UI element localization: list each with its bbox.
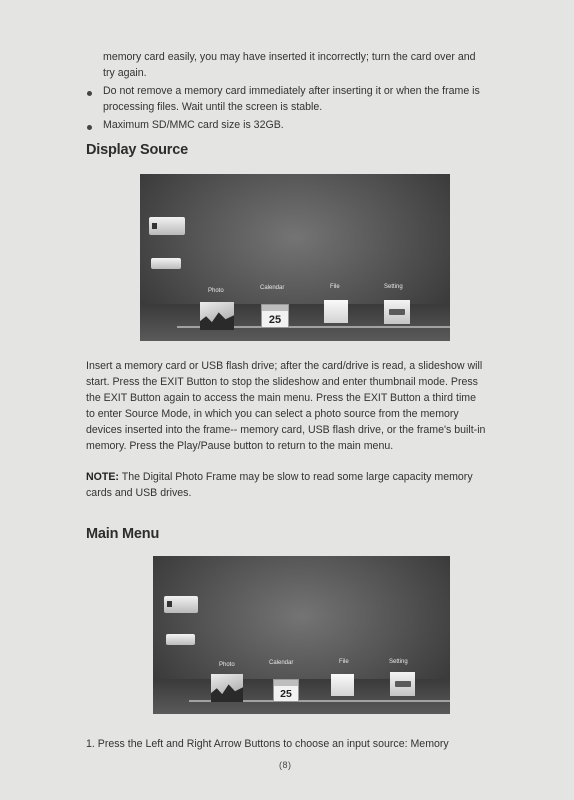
calendar-day: 25 (268, 314, 282, 326)
file-icon (324, 300, 348, 323)
display-source-text-line-6: memory. Press the Play/Pause button to return to the main menu. (86, 440, 394, 452)
setting-icon (390, 672, 415, 696)
menu-label-setting: Setting (389, 659, 408, 665)
display-source-text-line-3: the EXIT Button again to access the main menu. Press the EXIT Button a third time (86, 392, 477, 404)
note-label: NOTE: (86, 471, 119, 483)
display-source-heading: Display Source (86, 142, 188, 158)
intro-line-2: try again. (103, 67, 147, 79)
calendar-icon (261, 304, 289, 328)
intro-line-1: memory card easily, you may have inserted it incorrectly; turn the card over and (103, 51, 476, 63)
menu-label-calendar: Calendar (260, 285, 285, 291)
calendar-icon (273, 679, 299, 702)
bullet-1-line-2: processing files. Wait until the screen is stable. (103, 101, 323, 113)
display-source-text-line-4: to enter Source Mode, in which you can select a photo source from the memory (86, 408, 459, 420)
bullet-icon (87, 91, 92, 96)
note-line-2: cards and USB drives. (86, 487, 192, 499)
display-source-screenshot (140, 174, 450, 341)
file-icon (331, 674, 354, 696)
main-menu-screenshot (153, 556, 450, 714)
menu-label-file: File (339, 659, 349, 665)
menu-label-photo: Photo (208, 288, 224, 294)
memory-card-icon (164, 596, 198, 613)
memory-card-icon (149, 217, 185, 235)
bullet-2: Maximum SD/MMC card size is 32GB. (103, 119, 284, 131)
menu-label-calendar: Calendar (269, 660, 294, 666)
photo-icon (200, 302, 234, 330)
usb-drive-icon (151, 258, 181, 269)
menu-label-file: File (330, 284, 340, 290)
note-line-1 (86, 470, 473, 486)
display-source-text-line-1: Insert a memory card or USB flash drive; after the card/drive is read, a slideshow will (86, 360, 483, 372)
main-menu-heading: Main Menu (86, 526, 160, 542)
display-source-text-line-5: devices inserted into the frame-- memory card, USB flash drive, or the frame's built-in (86, 424, 486, 436)
note-text: The Digital Photo Frame may be slow to read some large capacity memory (118, 471, 473, 483)
bullet-icon (87, 125, 92, 130)
menu-label-photo: Photo (219, 662, 235, 668)
bullet-1-line-1: Do not remove a memory card immediately after inserting it or when the frame is (103, 85, 480, 97)
photo-icon (211, 674, 243, 702)
main-menu-step-1: 1. Press the Left and Right Arrow Buttons to choose an input source: Memory (86, 738, 449, 750)
menu-label-setting: Setting (384, 284, 403, 290)
page-number: (8) (279, 760, 292, 770)
calendar-day: 25 (280, 688, 292, 700)
display-source-text-line-2: start. Press the EXIT Button to stop the slideshow and enter thumbnail mode. Press (86, 376, 478, 388)
usb-drive-icon (166, 634, 195, 645)
setting-icon (384, 300, 410, 324)
